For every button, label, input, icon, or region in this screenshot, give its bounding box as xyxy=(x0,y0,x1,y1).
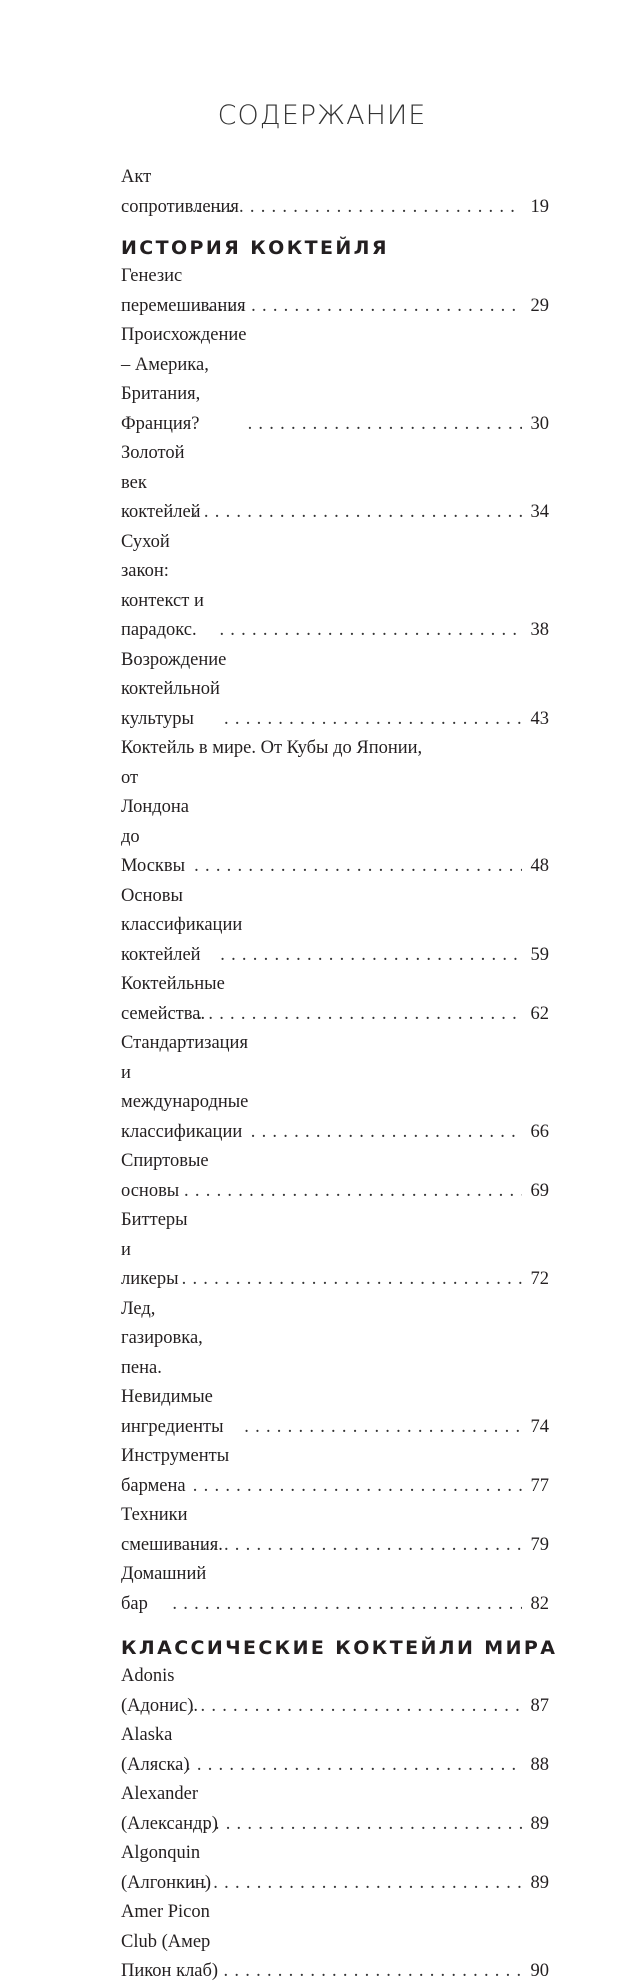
leader-dots xyxy=(172,1590,522,1620)
entry-title: Инструменты бармена xyxy=(121,1446,230,1496)
toc-entry[interactable] xyxy=(121,764,549,882)
page-title: СОДЕРЖАНИЕ xyxy=(217,100,427,131)
entry-page: 38 xyxy=(530,620,549,640)
entry-title: Происхождение – Америка, Британия, Франция? xyxy=(121,325,247,434)
entry-page: 77 xyxy=(530,1475,549,1496)
entry-page: 72 xyxy=(530,1269,549,1289)
entry-title: Домашний бар xyxy=(121,1564,207,1614)
entry-title: Коктейль в мире. От Кубы до Японии, xyxy=(121,738,423,758)
toc-entry[interactable] xyxy=(121,1780,549,1839)
table-of-contents xyxy=(121,163,558,1987)
toc-entry[interactable] xyxy=(121,1206,549,1295)
toc-entry[interactable] xyxy=(121,262,549,321)
toc-entry[interactable] xyxy=(121,1029,549,1147)
toc-entry[interactable] xyxy=(121,1662,549,1721)
entry-page: 19 xyxy=(530,196,549,217)
leader-dots xyxy=(244,1413,522,1443)
entry-page: 90 xyxy=(530,1961,549,1981)
entry-title: Стандартизация и международные классификации xyxy=(121,1033,249,1142)
entry-title: Акт сопротивления xyxy=(121,167,239,217)
leader-dots xyxy=(224,1957,522,1987)
entry-title: Основы классификации коктейлей xyxy=(121,885,243,965)
entry-page: 59 xyxy=(530,944,549,965)
entry-title: Техники смешивания. xyxy=(121,1505,223,1555)
leader-dots xyxy=(192,1869,522,1899)
section-heading: КЛАССИЧЕСКИЕ КОКТЕЙЛИ МИРА xyxy=(121,1637,558,1659)
toc-entry[interactable] xyxy=(121,1501,549,1560)
leader-dots xyxy=(198,1000,523,1030)
entry-title: Спиртовые основы xyxy=(121,1151,209,1201)
entry-title: Alexander (Александр) xyxy=(121,1784,218,1834)
toc-entry[interactable] xyxy=(121,1721,549,1780)
entry-title: Золотой век коктейлей xyxy=(121,443,201,522)
toc-entry-line1[interactable] xyxy=(121,734,549,764)
entry-title: Генезис перемешивания xyxy=(121,266,246,316)
entry-page: 89 xyxy=(530,1872,549,1893)
toc-entry[interactable] xyxy=(121,1147,549,1206)
entry-page: 79 xyxy=(530,1534,549,1555)
entry-title: Сухой закон: контекст и парадокс. xyxy=(121,531,204,640)
entry-page: 34 xyxy=(530,502,549,522)
entry-page: 69 xyxy=(530,1180,549,1201)
leader-dots xyxy=(193,498,522,528)
toc-entry[interactable] xyxy=(121,1442,549,1501)
entry-page: 87 xyxy=(530,1695,549,1716)
leader-dots xyxy=(182,1265,522,1295)
entry-title: Adonis (Адонис). xyxy=(121,1666,198,1716)
entry-page: 48 xyxy=(530,856,549,876)
leader-dots xyxy=(251,1118,522,1148)
toc-entry[interactable] xyxy=(121,321,549,439)
toc-entry[interactable] xyxy=(121,882,549,971)
toc-entry[interactable] xyxy=(121,646,549,735)
entry-title: Algonquin (Алгонкин) xyxy=(121,1843,211,1893)
leader-dots xyxy=(175,1751,522,1781)
entry-title: Биттеры и ликеры xyxy=(121,1210,188,1289)
leader-dots xyxy=(194,852,522,882)
entry-title: Amer Picon Club (Амер Пикон клаб) xyxy=(121,1902,219,1981)
leader-dots xyxy=(193,1472,522,1502)
entry-title: Возрождение коктейльной культуры xyxy=(121,649,227,729)
leader-dots xyxy=(248,410,522,440)
entry-page: 89 xyxy=(530,1813,549,1834)
toc-entry[interactable] xyxy=(121,1839,549,1898)
entry-page: 62 xyxy=(530,1003,549,1024)
section-heading: ИСТОРИЯ КОКТЕЙЛЯ xyxy=(121,237,389,259)
entry-page: 66 xyxy=(530,1121,549,1142)
entry-page: 74 xyxy=(530,1416,549,1437)
entry-page: 88 xyxy=(530,1754,549,1775)
leader-dots xyxy=(220,941,522,971)
entry-title: Alaska (Аляска) xyxy=(121,1725,190,1775)
toc-entry[interactable] xyxy=(121,1898,549,1987)
toc-entry[interactable] xyxy=(121,439,549,528)
entry-page: 82 xyxy=(530,1593,549,1614)
entry-title: Коктейльные семейства. xyxy=(121,974,225,1024)
toc-entry[interactable] xyxy=(121,1560,549,1619)
entry-title: Лед, газировка, пена. Невидимые ингредиенты xyxy=(121,1298,224,1437)
leader-dots xyxy=(191,1531,522,1561)
entry-page: 29 xyxy=(530,295,549,316)
entry-title-continued: от Лондона до Москвы xyxy=(121,767,190,876)
leader-dots xyxy=(219,616,522,646)
toc-entry[interactable] xyxy=(121,1295,549,1443)
leader-dots xyxy=(184,1177,522,1207)
leader-dots xyxy=(185,193,522,223)
leader-dots xyxy=(197,292,522,322)
entry-page: 30 xyxy=(530,413,549,434)
toc-entry[interactable] xyxy=(121,528,549,646)
entry-page: 43 xyxy=(530,708,549,729)
leader-dots xyxy=(179,1692,522,1722)
leader-dots xyxy=(193,1810,522,1840)
leader-dots xyxy=(224,705,522,735)
toc-entry[interactable] xyxy=(121,163,549,222)
